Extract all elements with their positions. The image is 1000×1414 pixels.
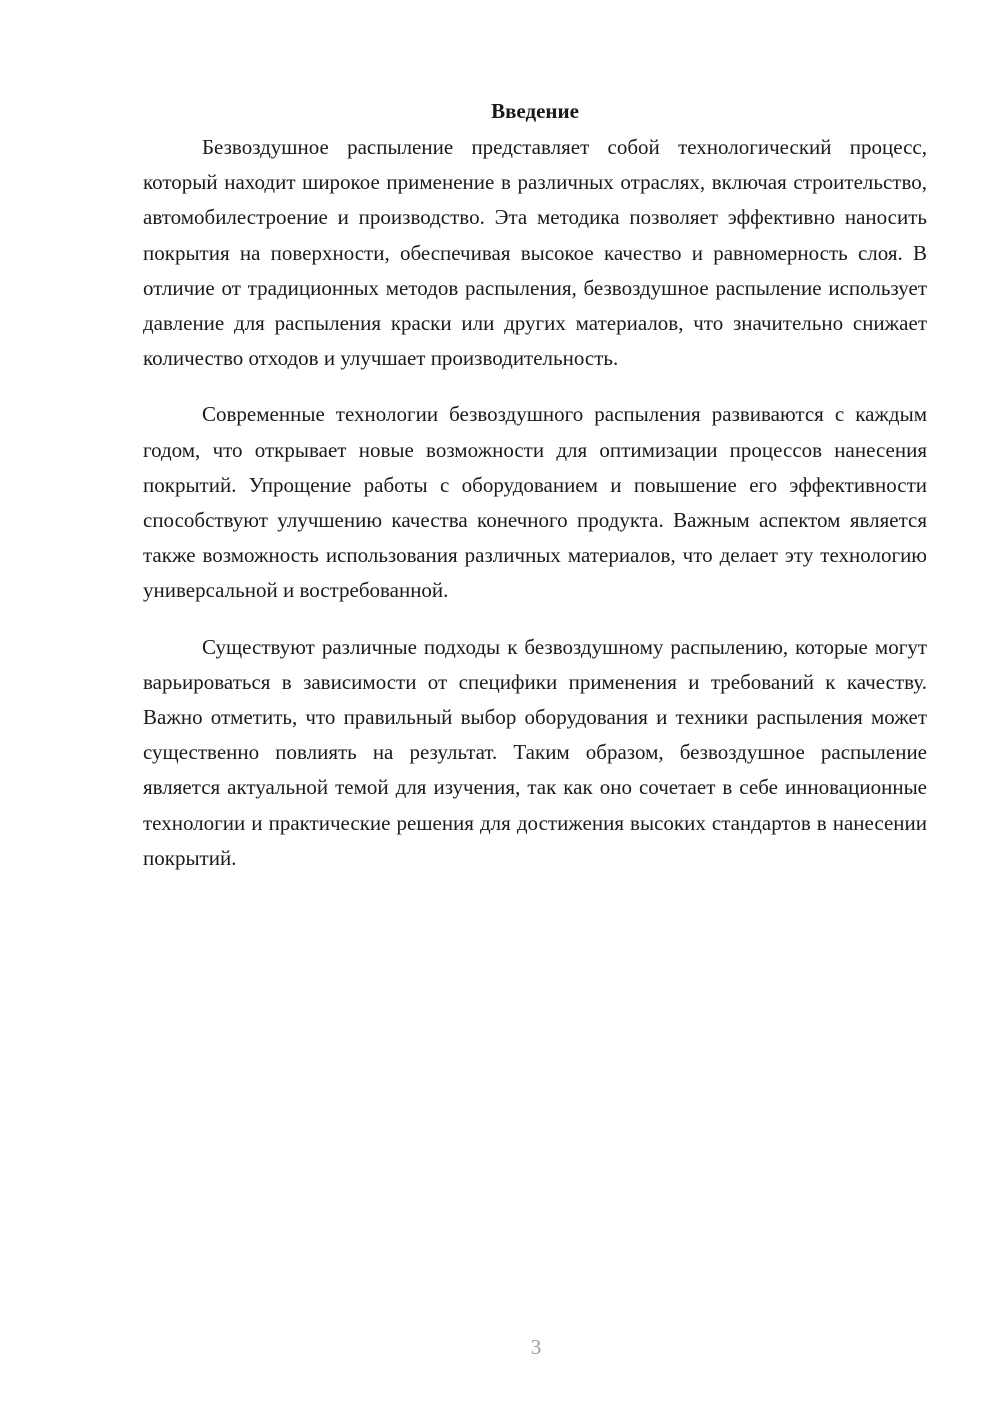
paragraph-1: Безвоздушное распыление представляет собой технологический процесс, который находит широкое применение в различных отраслях, включая строительство, автомобилестроение и производство. Эта методика позволяет эффективно наносить покрытия на поверхности, обеспечивая высокое качество и равномерность слоя. В отличие от традиционных методов распыления, безвоздушное распыление использует давление для распыления краски или других материалов, что значительно снижает количество отходов и улучшает производительность. (143, 135, 927, 371)
page-number: 3 (530, 1335, 542, 1359)
document-body (143, 96, 927, 897)
paragraph-2: Современные технологии безвоздушного распыления развиваются с каждым годом, что открывает новые возможности для оптимизации процессов нанесения покрытий. Упрощение работы с оборудованием и повышение его эффективности способствуют улучшению качества конечного продукта. Важным аспектом является также возможность использования различных материалов, что делает эту технологию универсальной и востребованной. (143, 402, 927, 603)
section-heading: Введение (491, 99, 579, 123)
paragraph-3: Существуют различные подходы к безвоздушному распылению, которые могут варьироваться в зависимости от специфики применения и требований к качеству. Важно отметить, что правильный выбор оборудования и техники распыления может существенно повлиять на результат. Таким образом, безвоздушное распыление является актуальной темой для изучения, так как оно сочетает в себе инновационные технологии и практические решения для достижения высоких стандартов в нанесении покрытий. (143, 634, 927, 870)
